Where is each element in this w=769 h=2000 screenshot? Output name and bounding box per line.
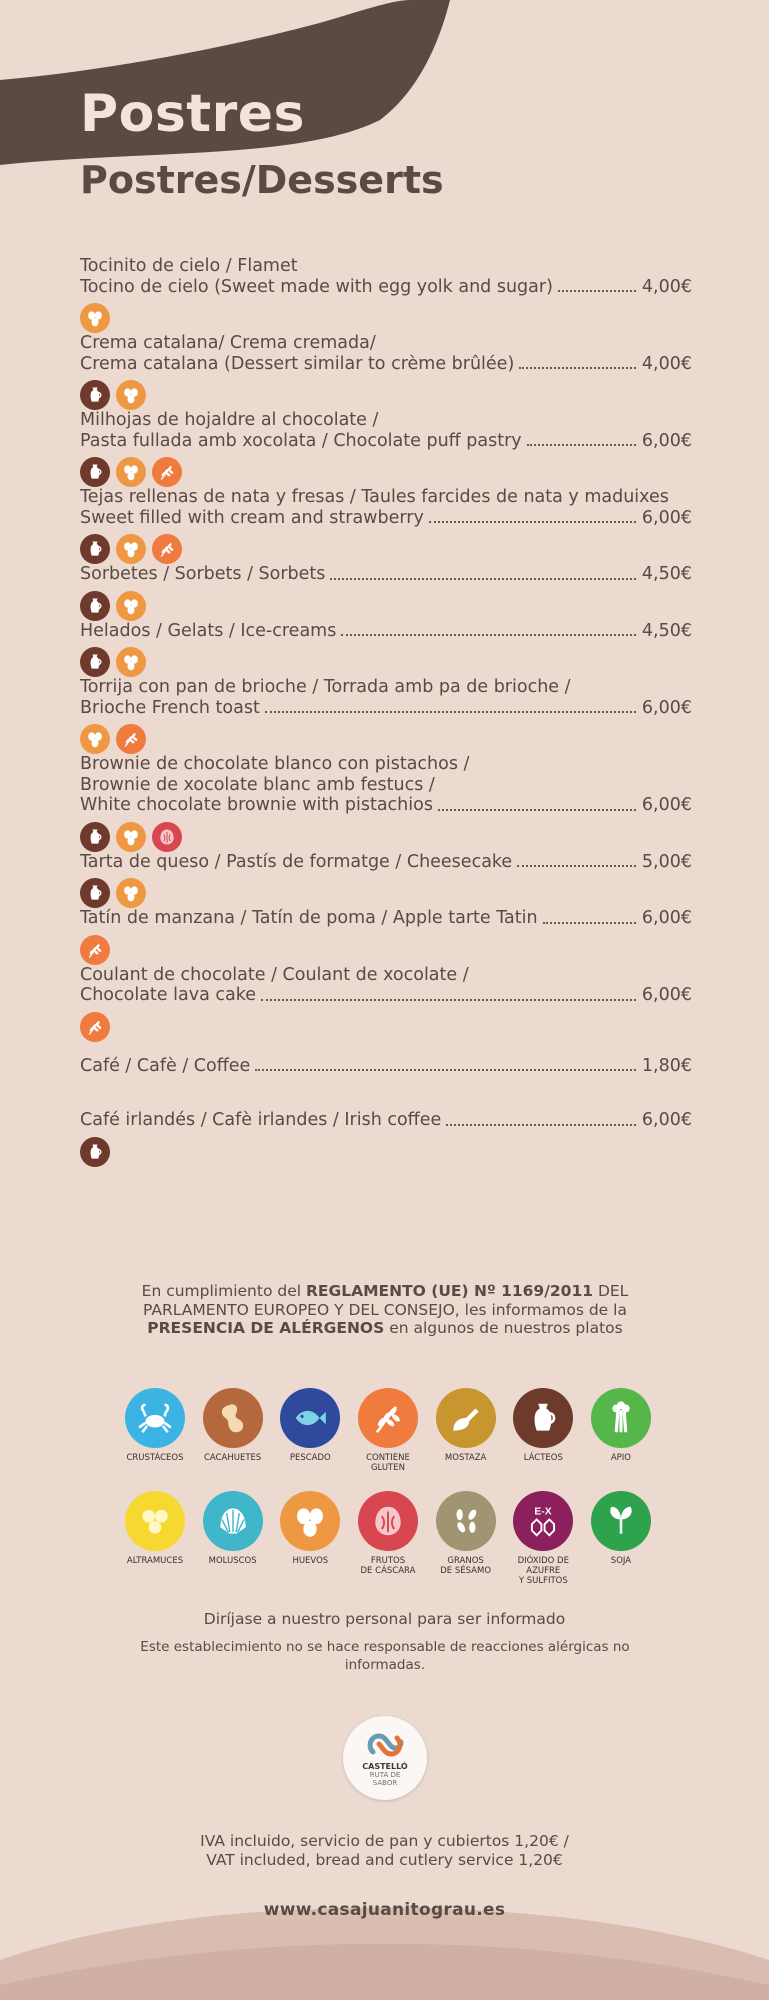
jug-icon [80,647,110,677]
allergen-legend-row [118,1491,658,1586]
allergen-sesame [429,1491,503,1586]
legal-text-1: En cumplimiento del [141,1282,306,1300]
menu-item [80,908,692,965]
menu-item [80,754,692,852]
allergen-label: DIÓXIDO DE AZUFRE Y SULFITOS [517,1556,569,1586]
menu-item-allergens [80,1082,692,1096]
allergen-label: CONTIENE GLUTEN [366,1453,410,1473]
allergen-nuts [351,1491,425,1586]
jug-icon [80,591,110,621]
menu-item-name-line: Coulant de chocolate / Coulant de xocolate / [80,964,469,985]
logo-tagline: RUTA DE SABOR [369,1770,401,1787]
menu-item [80,677,692,754]
allergen-label: CRUSTÁCEOS [126,1453,184,1463]
dot-leader [446,1123,636,1126]
allergen-label: LÁCTEOS [523,1453,563,1463]
menu-item-price: 6,00€ [641,697,692,718]
wheat-icon [80,935,110,965]
legal-regulation: REGLAMENTO (UE) Nº 1169/2011 [305,1282,594,1300]
allergen-molluscs [196,1491,270,1586]
dot-leader [543,921,636,924]
wheat-icon [152,457,182,487]
dot-leader [255,1068,636,1071]
menu-item-name: Sweet filled with cream and strawberry [80,507,424,528]
dot-leader [438,808,636,811]
sulphite-icon [513,1491,573,1551]
vat-text-en: VAT included, bread and cutlery service 1,20€ [206,1851,563,1869]
egg-icon [116,647,146,677]
egg-icon [116,380,146,410]
menu-item-name: Café / Cafè / Coffee [80,1055,251,1076]
nut-icon [358,1491,418,1551]
menu-item-name-line: Crema catalana/ Crema cremada/ [80,333,376,353]
staff-info-text: Diríjase a nuestro personal para ser informado [203,1610,566,1628]
dot-leader [519,366,636,369]
jug-icon [80,457,110,487]
vat-notice [0,1832,769,1870]
menu-item-name-line: Milhojas de hojaldre al chocolate / [80,410,379,430]
castello-logo [343,1716,427,1800]
menu-item [80,487,692,564]
egg-icon [116,591,146,621]
menu-item-price: 6,00€ [641,795,692,815]
allergen-lactose [506,1388,580,1473]
menu-item [80,852,692,909]
menu-item-price: 4,50€ [641,620,692,641]
menu-item-allergens [80,1012,692,1042]
dot-leader [261,998,636,1001]
allergen-egg [273,1491,347,1586]
lupin-icon [125,1491,185,1551]
legal-text-3: en algunos de nuestros platos [384,1319,623,1337]
dot-leader [265,710,636,713]
menu-item-name: Tocino de cielo (Sweet made with egg yolk and sugar) [80,276,553,297]
menu-item-allergens [80,380,692,410]
page-title: Postres [80,84,306,144]
wheat-icon [80,1012,110,1042]
menu-item-price: 6,00€ [641,985,692,1005]
disclaimer-text: Este establecimiento no se hace responsable de reacciones alérgicas no informadas. [140,1639,630,1673]
sesame-icon [436,1491,496,1551]
allergen-lupins [118,1491,192,1586]
menu-item-price: 4,50€ [641,564,692,584]
menu-item-allergens [80,303,692,333]
dot-leader [517,864,636,867]
allergen-label: CACAHUETES [204,1453,262,1463]
wheat-icon [152,534,182,564]
menu-item-name-line: Brownie de xocolate blanc amb festucs / [80,774,435,795]
allergen-label: SOJA [610,1556,632,1566]
mustard-icon [436,1388,496,1448]
legal-allergens-presence: PRESENCIA DE ALÉRGENOS [147,1319,385,1337]
menu-item-name-line: Torrija con pan de brioche / Torrada amb pa de brioche / [80,677,571,697]
fish-icon [280,1388,340,1448]
jug-icon [80,380,110,410]
allergen-gluten [351,1388,425,1473]
castello-logo-icon [365,1730,405,1760]
menu-item-price: 6,00€ [641,908,692,928]
menu-item [80,1056,692,1097]
menu-item-name-line: Tocinito de cielo / Flamet [80,256,298,276]
crab-icon [125,1388,185,1448]
menu-item-allergens [80,935,692,965]
dot-leader [330,577,635,580]
menu-item-allergens [80,878,692,908]
menu-item-allergens [80,724,692,754]
svg-text:E-X: E-X [534,1506,552,1518]
dot-leader [429,520,636,523]
allergen-soy [584,1491,658,1586]
menu-item-price: 6,00€ [641,1110,692,1130]
allergen-crustaceans [118,1388,192,1473]
website-link[interactable]: www.casajuanitograu.es [263,1900,506,1920]
menu-item [80,410,692,487]
menu-item-name: White chocolate brownie with pistachios [80,795,433,815]
menu-item-name: Brioche French toast [80,697,260,718]
allergen-legend [118,1388,658,1604]
dot-leader [527,443,636,446]
menu-item-allergens [80,1137,692,1167]
menu-item-name: Chocolate lava cake [80,985,256,1005]
menu-item [80,256,692,333]
allergen-mustard [429,1388,503,1473]
dessert-menu [80,256,692,1167]
wheat-icon [358,1388,418,1448]
menu-item [80,965,692,1042]
allergen-sulphites [506,1491,580,1586]
egg-icon [116,822,146,852]
menu-item [80,1110,692,1167]
menu-item [80,333,692,410]
menu-item-price: 4,00€ [641,276,692,297]
egg-icon [116,457,146,487]
menu-item-name-line: Tejas rellenas de nata y fresas / Taules farcides de nata y maduixes [80,487,669,507]
allergen-celery [584,1388,658,1473]
menu-item-name: Pasta fullada amb xocolata / Chocolate puff pastry [80,430,522,451]
jug-icon [80,534,110,564]
legal-text-2: DEL PARLAMENTO EUROPEO Y DEL CONSEJO, les informamos de la [143,1282,629,1319]
menu-item [80,621,692,678]
nut-icon [152,822,182,852]
menu-item-name: Sorbetes / Sorbets / Sorbets [80,564,326,584]
celery-icon [591,1388,651,1448]
menu-item-allergens [80,457,692,487]
menu-item-name: Café irlandés / Cafè irlandes / Irish coffee [80,1110,442,1130]
menu-item-allergens [80,591,692,621]
menu-item-price: 6,00€ [641,430,692,451]
shell-icon [203,1491,263,1551]
jug-icon [80,878,110,908]
menu-item-price: 4,00€ [641,353,692,374]
dot-leader [341,633,636,636]
egg-icon [80,303,110,333]
menu-item-price: 1,80€ [641,1055,692,1076]
menu-item-name: Tatín de manzana / Tatín de poma / Apple tarte Tatin [80,908,538,928]
menu-item-price: 5,00€ [641,851,692,872]
menu-item-name: Tarta de queso / Pastís de formatge / Cheesecake [80,851,513,872]
allergen-label: MOSTAZA [444,1453,487,1463]
allergen-legend-row [118,1388,658,1473]
peanut-icon [203,1388,263,1448]
allergen-peanuts [196,1388,270,1473]
soy-icon [591,1491,651,1551]
page-subtitle: Postres/Desserts [80,158,444,202]
wheat-icon [116,724,146,754]
allergen-label: PESCADO [289,1453,331,1463]
jug-icon [513,1388,573,1448]
allergen-fish [273,1388,347,1473]
menu-item [80,564,692,621]
menu-item-name: Helados / Gelats / Ice-creams [80,620,337,641]
logo-name: CASTELLÓ [362,1761,408,1771]
jug-icon [80,822,110,852]
allergen-label: MOLUSCOS [208,1556,257,1566]
vat-text-es: IVA incluido, servicio de pan y cubiertos 1,20€ / [200,1832,569,1850]
allergen-label: GRANOS DE SÉSAMO [440,1556,492,1576]
egg-icon [80,724,110,754]
menu-item-allergens [80,534,692,564]
allergen-label: HUEVOS [292,1556,329,1566]
egg-icon [280,1491,340,1551]
menu-item-name-line: Brownie de chocolate blanco con pistachos / [80,754,470,774]
jug-icon [80,1137,110,1167]
allergen-label: ALTRAMUCES [126,1556,184,1566]
egg-icon [116,878,146,908]
allergen-label: APIO [610,1453,631,1463]
dot-leader [558,289,636,292]
menu-item-price: 6,00€ [641,507,692,528]
menu-item-allergens [80,647,692,677]
allergen-label: FRUTOS DE CÁSCARA [360,1556,416,1576]
menu-item-allergens [80,822,692,852]
allergen-regulation-notice [110,1282,660,1338]
menu-item-name: Crema catalana (Dessert similar to crème brûlée) [80,353,515,374]
egg-icon [116,534,146,564]
